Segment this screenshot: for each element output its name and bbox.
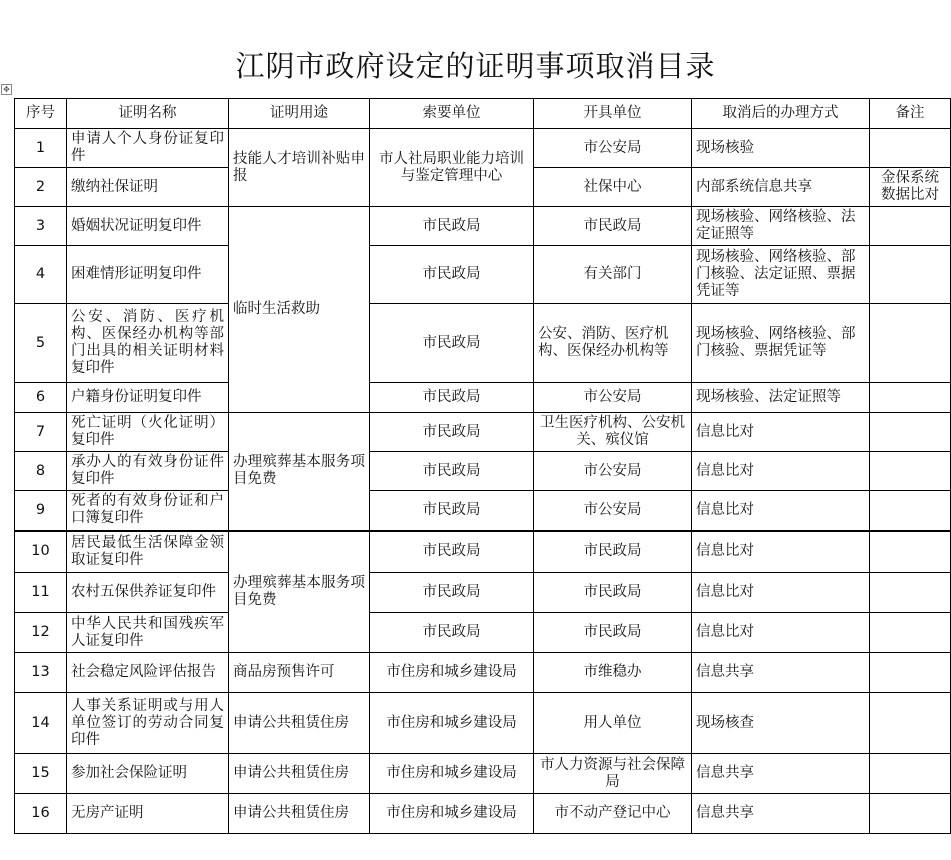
row-issuer: 市民政局 [534, 531, 692, 573]
row-note [870, 246, 951, 304]
row-name: 困难情形证明复印件 [67, 246, 229, 304]
row-no: 16 [15, 794, 67, 834]
row-method: 现场核查 [692, 693, 870, 754]
row-no: 15 [15, 754, 67, 794]
header-no: 序号 [15, 99, 67, 129]
row-no: 9 [15, 491, 67, 531]
row-note [870, 653, 951, 693]
row-requester: 市住房和城乡建设局 [370, 754, 534, 794]
row-requester: 市民政局 [370, 531, 534, 573]
row-issuer: 市公安局 [534, 452, 692, 491]
row-requester: 市住房和城乡建设局 [370, 794, 534, 834]
row-no: 2 [15, 168, 67, 207]
row-requester: 市民政局 [370, 304, 534, 383]
row-name: 申请人个人身份证复印件 [67, 129, 229, 168]
row-issuer: 市民政局 [534, 573, 692, 613]
row-note [870, 531, 951, 573]
header-issuer: 开具单位 [534, 99, 692, 129]
row-requester: 市民政局 [370, 491, 534, 531]
row-requester: 市民政局 [370, 246, 534, 304]
row-usage: 申请公共租赁住房 [229, 794, 370, 834]
row-usage: 办理殡葬基本服务项目免费 [229, 531, 370, 653]
row-name: 居民最低生活保障金领取证复印件 [67, 531, 229, 573]
table-row [15, 129, 951, 168]
row-method: 现场核验、网络核验、部门核验、票据凭证等 [692, 304, 870, 383]
row-method: 信息比对 [692, 573, 870, 613]
row-name: 死者的有效身份证和户口簿复印件 [67, 491, 229, 531]
row-usage: 商品房预售许可 [229, 653, 370, 693]
row-name: 中华人民共和国残疾军人证复印件 [67, 613, 229, 653]
table-row [15, 207, 951, 246]
table-row [15, 531, 951, 573]
row-name: 死亡证明（火化证明）复印件 [67, 413, 229, 452]
row-method: 现场核验、网络核验、法定证照等 [692, 207, 870, 246]
row-no: 11 [15, 573, 67, 613]
header-requester: 索要单位 [370, 99, 534, 129]
table-row [15, 653, 951, 693]
table-row [15, 794, 951, 834]
row-no: 4 [15, 246, 67, 304]
row-name: 公安、消防、医疗机构、医保经办机构等部门出具的相关证明材料复印件 [67, 304, 229, 383]
row-no: 5 [15, 304, 67, 383]
table-row [15, 693, 951, 754]
row-requester: 市民政局 [370, 573, 534, 613]
row-method: 现场核验 [692, 129, 870, 168]
row-note [870, 129, 951, 168]
row-method: 现场核验、网络核验、部门核验、法定证照、票据凭证等 [692, 246, 870, 304]
row-no: 6 [15, 383, 67, 413]
row-issuer: 市公安局 [534, 129, 692, 168]
row-method: 信息比对 [692, 531, 870, 573]
table-row [15, 754, 951, 794]
row-note [870, 491, 951, 531]
row-name: 参加社会保险证明 [67, 754, 229, 794]
row-usage: 技能人才培训补贴申报 [229, 129, 370, 207]
row-note [870, 754, 951, 794]
row-method: 内部系统信息共享 [692, 168, 870, 207]
row-issuer: 用人单位 [534, 693, 692, 754]
row-note [870, 693, 951, 754]
row-issuer: 市公安局 [534, 383, 692, 413]
row-method: 信息共享 [692, 794, 870, 834]
table-row [15, 452, 951, 491]
row-note [870, 304, 951, 383]
row-usage: 临时生活救助 [229, 207, 370, 413]
row-method: 信息比对 [692, 452, 870, 491]
row-no: 7 [15, 413, 67, 452]
row-requester: 市民政局 [370, 207, 534, 246]
row-no: 8 [15, 452, 67, 491]
row-issuer: 公安、消防、医疗机构、医保经办机构等 [534, 304, 692, 383]
row-requester: 市民政局 [370, 613, 534, 653]
table-row [15, 383, 951, 413]
row-name: 人事关系证明或与用人单位签订的劳动合同复印件 [67, 693, 229, 754]
header-usage: 证明用途 [229, 99, 370, 129]
table-header-row [15, 99, 951, 129]
header-name: 证明名称 [67, 99, 229, 129]
row-method: 信息比对 [692, 491, 870, 531]
row-name: 婚姻状况证明复印件 [67, 207, 229, 246]
row-no: 10 [15, 531, 67, 573]
row-issuer: 社保中心 [534, 168, 692, 207]
row-method: 信息共享 [692, 754, 870, 794]
row-requester: 市住房和城乡建设局 [370, 653, 534, 693]
table-row [15, 413, 951, 452]
row-method: 现场核验、法定证照等 [692, 383, 870, 413]
header-method: 取消后的办理方式 [692, 99, 870, 129]
row-usage: 申请公共租赁住房 [229, 693, 370, 754]
row-no: 13 [15, 653, 67, 693]
row-note [870, 794, 951, 834]
table-row [15, 613, 951, 653]
row-requester: 市民政局 [370, 452, 534, 491]
row-note [870, 452, 951, 491]
row-name: 户籍身份证明复印件 [67, 383, 229, 413]
row-issuer: 卫生医疗机构、公安机关、殡仪馆 [534, 413, 692, 452]
row-issuer: 市人力资源与社会保障局 [534, 754, 692, 794]
row-method: 信息比对 [692, 613, 870, 653]
row-no: 3 [15, 207, 67, 246]
row-no: 12 [15, 613, 67, 653]
table-row [15, 491, 951, 531]
header-note: 备注 [870, 99, 951, 129]
document-title: 江阴市政府设定的证明事项取消目录 [235, 49, 716, 83]
row-issuer: 市不动产登记中心 [534, 794, 692, 834]
table-row [15, 246, 951, 304]
row-issuer: 市维稳办 [534, 653, 692, 693]
row-requester: 市人社局职业能力培训与鉴定管理中心 [370, 129, 534, 207]
row-usage: 申请公共租赁住房 [229, 754, 370, 794]
row-usage: 办理殡葬基本服务项目免费 [229, 413, 370, 531]
row-no: 1 [15, 129, 67, 168]
row-method: 信息比对 [692, 413, 870, 452]
row-requester: 市民政局 [370, 383, 534, 413]
row-name: 农村五保供养证复印件 [67, 573, 229, 613]
table-move-handle-icon[interactable]: ✥ [1, 84, 12, 95]
row-note: 金保系统数据比对 [870, 168, 951, 207]
row-issuer: 市民政局 [534, 207, 692, 246]
row-name: 承办人的有效身份证件复印件 [67, 452, 229, 491]
row-note [870, 573, 951, 613]
row-issuer: 市民政局 [534, 613, 692, 653]
row-name: 缴纳社保证明 [67, 168, 229, 207]
row-issuer: 市公安局 [534, 491, 692, 531]
row-requester: 市住房和城乡建设局 [370, 693, 534, 754]
row-note [870, 383, 951, 413]
table-row [15, 304, 951, 383]
row-issuer: 有关部门 [534, 246, 692, 304]
row-note [870, 413, 951, 452]
row-note [870, 207, 951, 246]
row-method: 信息共享 [692, 653, 870, 693]
row-name: 社会稳定风险评估报告 [67, 653, 229, 693]
table-row [15, 573, 951, 613]
row-name: 无房产证明 [67, 794, 229, 834]
row-requester: 市民政局 [370, 413, 534, 452]
certificate-table [14, 98, 951, 834]
row-no: 14 [15, 693, 67, 754]
row-note [870, 613, 951, 653]
